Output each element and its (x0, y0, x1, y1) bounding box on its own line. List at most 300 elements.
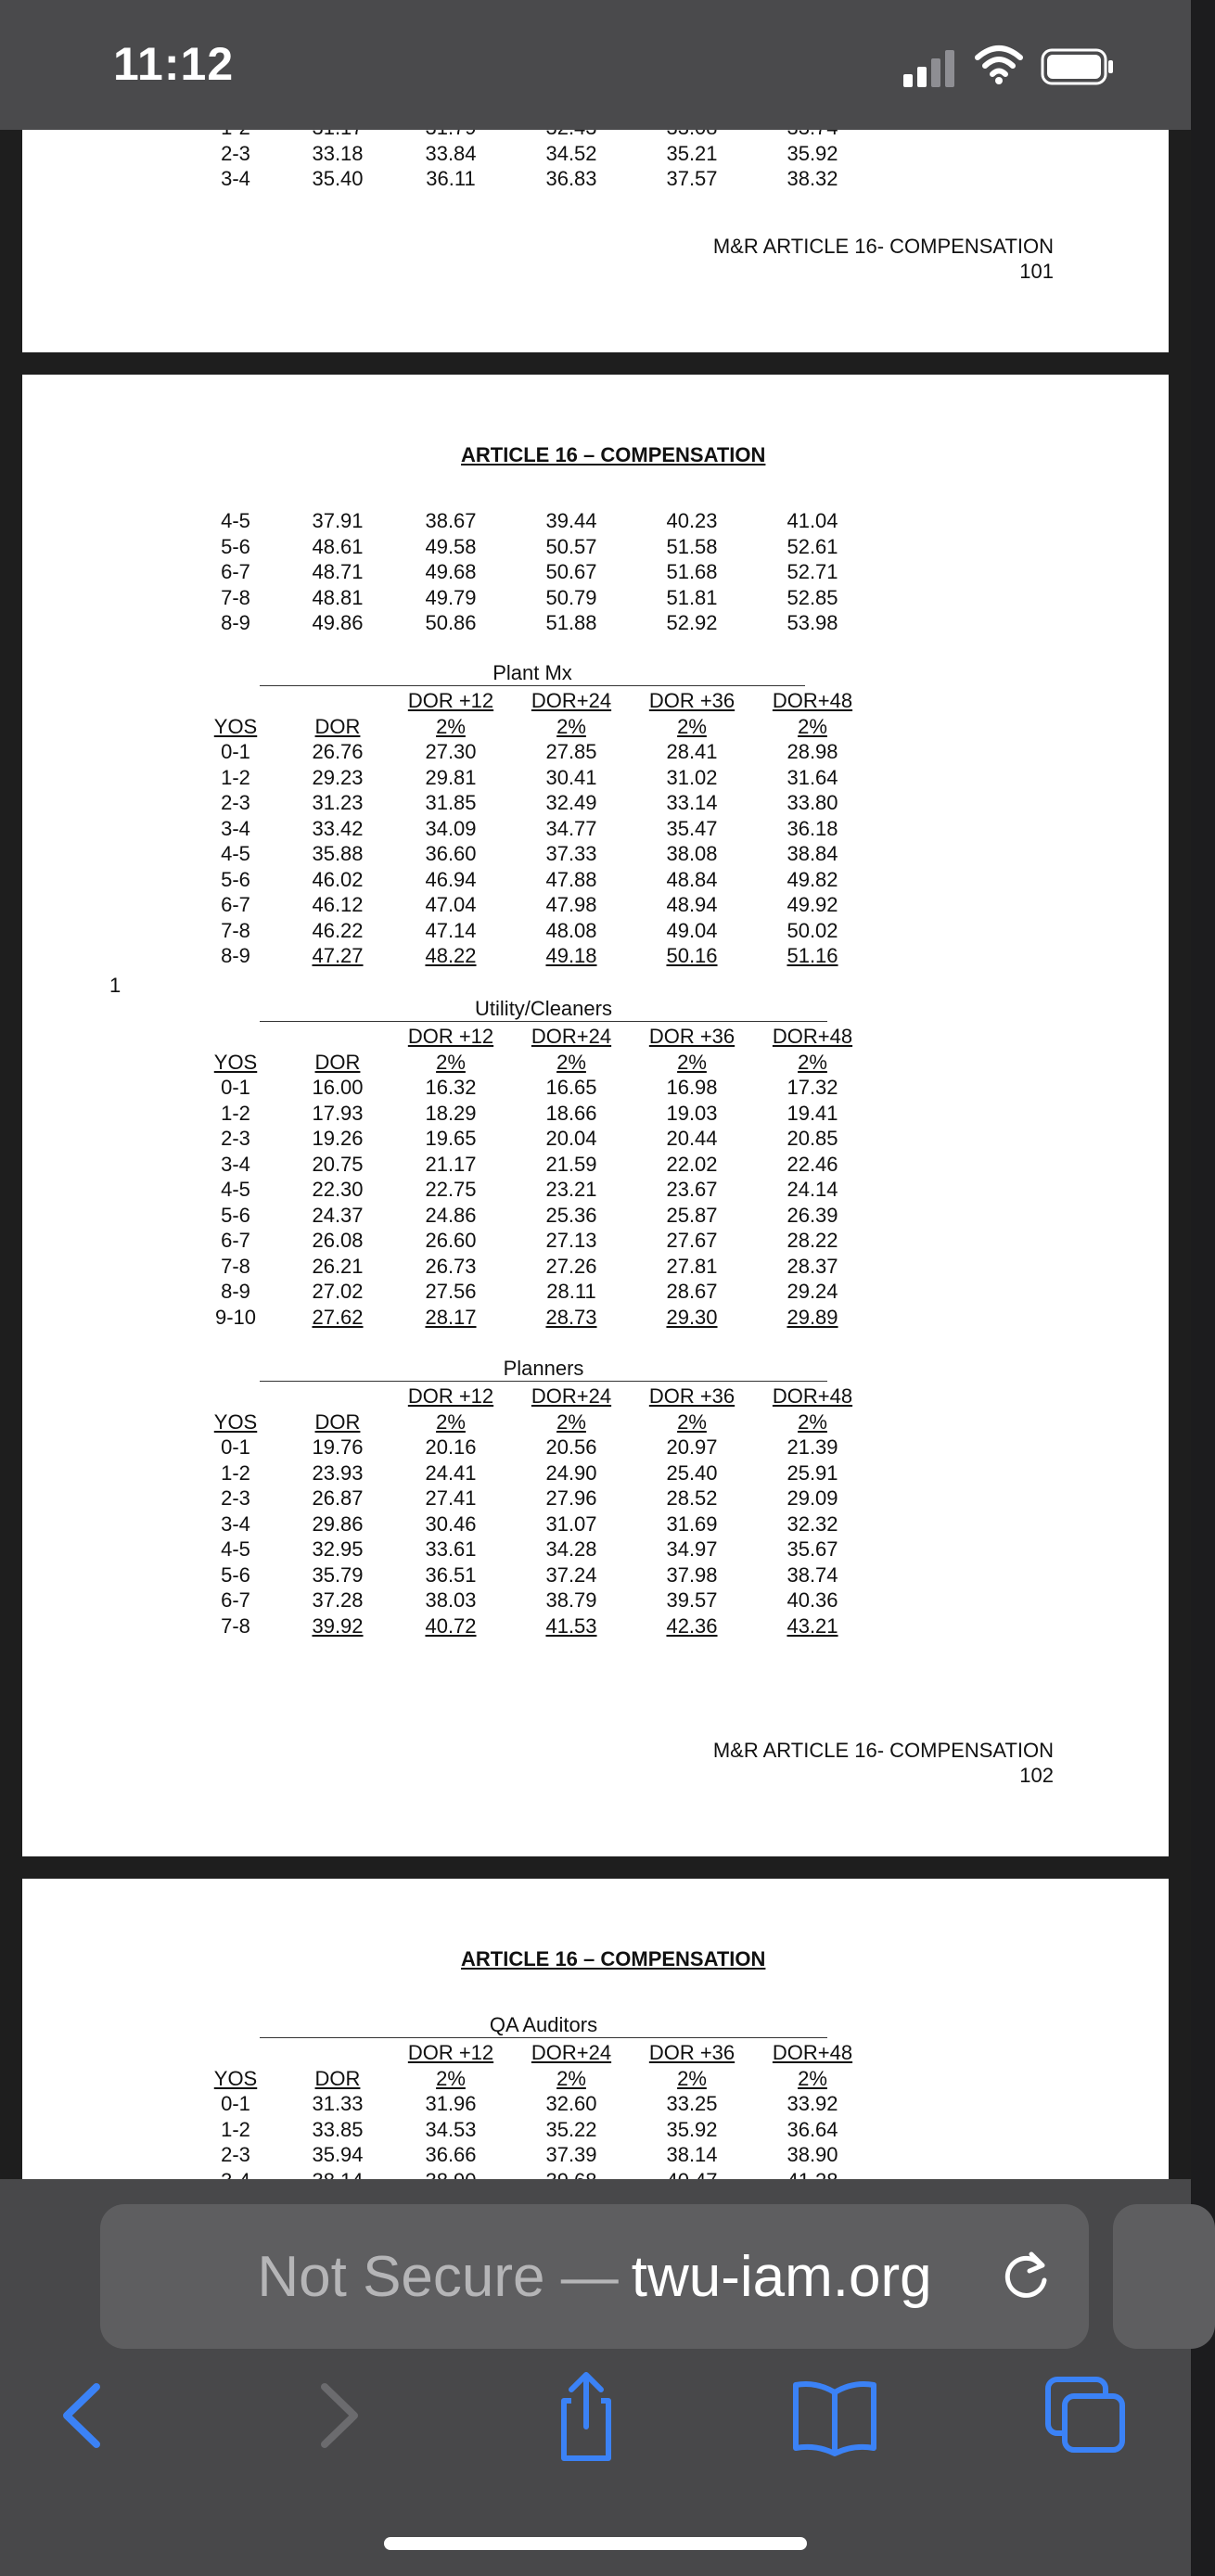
table-header-row (185, 1384, 872, 1409)
rate-cell: 27.02 (312, 1280, 364, 1303)
header-cell: 2% (436, 1050, 466, 1074)
rate-cell: 27.41 (425, 1486, 477, 1510)
rate-cell: 52.92 (666, 611, 718, 634)
rate-cell: 33.14 (666, 791, 718, 814)
rate-cell: 51.88 (545, 611, 597, 634)
header-cell (286, 688, 390, 714)
rate-cell: 35.67 (787, 1537, 838, 1561)
rate-cell: 16.32 (425, 1076, 477, 1099)
rate-cell: 36.18 (787, 816, 838, 840)
table-row (185, 765, 872, 791)
margin-number: 1 (109, 974, 122, 997)
rate-cell: 32.95 (312, 1537, 364, 1561)
rate-cell: 51.16 (787, 944, 838, 967)
rate-cell: 24.14 (787, 1178, 838, 1201)
rate-cell: 49.58 (425, 534, 477, 558)
table-header-row (185, 1409, 872, 1435)
rate-cell: 53.98 (787, 611, 838, 634)
rate-cell: 18.29 (425, 1101, 477, 1125)
rate-cell: 40.23 (666, 509, 718, 532)
rate-cell: 34.09 (425, 816, 477, 840)
table-row (185, 790, 872, 816)
rate-cell: 38.08 (666, 842, 718, 865)
document-page-103 (22, 1879, 1169, 2185)
header-cell: 2% (798, 714, 827, 738)
rate-cell: 49.82 (787, 867, 838, 891)
rate-cell: 33.92 (787, 2092, 838, 2115)
table-header-row (185, 1050, 872, 1076)
table-header-row (185, 2066, 872, 2092)
article-title: ARTICLE 16 – COMPENSATION (461, 443, 766, 466)
table-row (185, 508, 872, 534)
header-cell: 2% (798, 1050, 827, 1074)
table-row (185, 610, 872, 636)
rate-cell: 30.41 (545, 765, 597, 789)
yos-cell: 9-10 (214, 1305, 257, 1329)
forward-icon[interactable] (291, 2374, 384, 2457)
rate-cell: 37.24 (545, 1562, 597, 1587)
rate-cell: 33.84 (425, 141, 477, 165)
rate-cell: 28.41 (666, 740, 718, 763)
header-cell (185, 1384, 286, 1409)
header-cell (286, 2040, 390, 2066)
rate-cell: 23.93 (312, 1460, 364, 1485)
table-row (185, 1101, 872, 1127)
rate-cell: 22.46 (787, 1152, 838, 1176)
rate-cell: 32.49 (545, 791, 597, 814)
rate-cell: 31.07 (545, 1511, 597, 1536)
header-cell: DOR (314, 2066, 361, 2090)
header-cell: 2% (677, 714, 707, 738)
rate-cell: 52.71 (787, 560, 838, 583)
yos-cell: 3-4 (221, 1152, 250, 1176)
yos-cell: 6-7 (221, 560, 250, 583)
table-row (185, 867, 872, 893)
rate-cell: 49.68 (425, 560, 477, 583)
rate-cell: 38.84 (787, 842, 838, 865)
rate-cell: 48.61 (312, 534, 364, 558)
rate-cell: 36.64 (787, 2117, 838, 2141)
rate-cell: 37.28 (312, 1588, 364, 1612)
security-label: Not Secure — (257, 2244, 619, 2309)
header-cell: DOR +36 (648, 689, 735, 712)
yos-cell: 1-2 (221, 2117, 250, 2141)
rate-cell: 51.68 (666, 560, 718, 583)
rate-cell: 32.32 (787, 1511, 838, 1536)
rate-cell: 31.64 (787, 765, 838, 789)
header-cell: DOR+24 (531, 1384, 612, 1408)
rate-cell: 22.02 (666, 1152, 718, 1176)
table-row (185, 2117, 872, 2143)
rate-cell: 47.98 (545, 893, 597, 916)
table-row (185, 1588, 872, 1613)
header-cell (286, 1024, 390, 1050)
rate-cell: 17.93 (312, 1101, 364, 1125)
yos-cell: 5-6 (221, 867, 250, 891)
rate-cell: 19.65 (425, 1127, 477, 1150)
table-row (185, 1152, 872, 1178)
header-cell: DOR +12 (407, 2041, 494, 2064)
rate-cell: 34.97 (666, 1537, 718, 1561)
rate-cell: 27.13 (545, 1229, 597, 1252)
table-title-qa-auditors: QA Auditors (260, 2014, 827, 2038)
header-cell: DOR +36 (648, 2041, 735, 2064)
table-row (185, 1279, 872, 1305)
header-cell: 2% (556, 714, 586, 738)
rate-cell: 49.79 (425, 585, 477, 609)
table-row (185, 534, 872, 560)
rate-cell: 43.21 (787, 1613, 838, 1638)
rate-cell: 24.90 (545, 1460, 597, 1485)
yos-cell: 2-3 (221, 791, 250, 814)
header-cell: DOR+24 (531, 689, 612, 712)
table-row (185, 841, 872, 867)
header-cell: 2% (556, 1409, 586, 1434)
wifi-icon (974, 45, 1024, 85)
yos-cell: 3-4 (221, 816, 250, 840)
rate-cell: 20.44 (666, 1127, 718, 1150)
rate-cell: 34.77 (545, 816, 597, 840)
header-cell: DOR (314, 1409, 361, 1434)
rate-cell: 37.57 (666, 167, 718, 190)
header-cell: 2% (677, 2066, 707, 2090)
rate-cell: 49.86 (312, 611, 364, 634)
address-bar[interactable] (100, 2204, 1089, 2349)
rate-table-qa-auditors (185, 2040, 872, 2193)
rate-cell: 52.85 (787, 585, 838, 609)
rate-cell: 28.73 (545, 1305, 597, 1329)
yos-cell: 8-9 (221, 611, 250, 634)
rate-cell: 29.09 (787, 1486, 838, 1510)
header-cell: DOR +12 (407, 689, 494, 712)
header-cell: DOR+24 (531, 2041, 612, 2064)
table-row (185, 1435, 872, 1460)
home-indicator (384, 2537, 807, 2550)
header-cell (185, 688, 286, 714)
table-row (185, 141, 872, 167)
yos-cell: 4-5 (221, 1537, 250, 1561)
rate-cell: 31.85 (425, 791, 477, 814)
rate-cell: 27.30 (425, 740, 477, 763)
rate-cell: 46.12 (312, 893, 364, 916)
rate-cell: 37.33 (545, 842, 597, 865)
rate-cell: 27.62 (312, 1305, 364, 1329)
rate-cell: 28.22 (787, 1229, 838, 1252)
rate-cell: 33.25 (666, 2092, 718, 2115)
yos-cell: 2-3 (221, 141, 250, 165)
rate-cell: 33.80 (787, 791, 838, 814)
rate-cell: 28.11 (546, 1280, 596, 1303)
header-cell: 2% (798, 1409, 827, 1434)
footer-page-number: 101 (1019, 260, 1054, 283)
header-cell (185, 1024, 286, 1050)
rate-cell: 36.60 (425, 842, 477, 865)
rate-cell: 29.30 (666, 1305, 718, 1329)
rate-cell: 36.11 (426, 167, 476, 190)
rate-cell: 47.14 (425, 918, 477, 942)
yos-cell: 2-3 (221, 2143, 250, 2166)
table-row (185, 1511, 872, 1537)
header-cell: DOR+48 (772, 689, 853, 712)
rate-cell: 34.53 (425, 2117, 477, 2141)
rate-cell: 51.81 (666, 585, 718, 609)
rate-cell: 42.36 (666, 1613, 718, 1638)
header-cell: 2% (556, 1050, 586, 1074)
rate-cell: 38.74 (787, 1562, 838, 1587)
page-footer (713, 234, 1054, 284)
header-cell (286, 1384, 390, 1409)
header-cell: 2% (556, 2066, 586, 2090)
next-tab-preview[interactable] (1113, 2204, 1215, 2349)
rate-cell: 32.60 (545, 2092, 597, 2115)
table-row (185, 1537, 872, 1562)
rate-table-continued (185, 508, 872, 636)
rate-cell: 28.67 (666, 1280, 718, 1303)
document-page-102 (22, 375, 1169, 1856)
rate-cell: 20.97 (666, 1435, 718, 1459)
rate-cell: 27.96 (545, 1486, 597, 1510)
rate-cell: 38.90 (787, 2143, 838, 2166)
rate-cell: 20.75 (312, 1152, 364, 1176)
rate-cell: 50.02 (787, 918, 838, 942)
rate-cell: 47.88 (545, 867, 597, 891)
header-cell: YOS (213, 1409, 258, 1434)
rate-cell: 31.69 (666, 1511, 718, 1536)
rate-cell: 27.26 (545, 1254, 597, 1278)
rate-cell: 26.08 (312, 1229, 364, 1252)
rate-cell: 50.79 (545, 585, 597, 609)
rate-cell: 47.04 (425, 893, 477, 916)
rate-cell: 31.23 (312, 791, 364, 814)
rate-cell: 50.67 (545, 560, 597, 583)
battery-icon (1041, 48, 1115, 85)
table-title-planners: Planners (260, 1358, 827, 1382)
header-cell: YOS (213, 1050, 258, 1074)
rate-cell: 27.85 (545, 740, 597, 763)
header-cell: 2% (677, 1409, 707, 1434)
table-header-row (185, 714, 872, 740)
rate-cell: 48.84 (666, 867, 718, 891)
rate-table-plant-mx (185, 688, 872, 969)
rate-cell: 48.08 (545, 918, 597, 942)
table-row (185, 892, 872, 918)
rate-cell: 33.42 (312, 816, 364, 840)
article-title: ARTICLE 16 – COMPENSATION (461, 1947, 766, 1970)
yos-cell: 7-8 (221, 918, 250, 942)
rate-cell: 37.98 (666, 1562, 718, 1587)
table-row (185, 1486, 872, 1511)
table-row (185, 1203, 872, 1229)
rate-cell: 21.59 (545, 1152, 597, 1176)
page-footer (713, 1738, 1054, 1788)
rate-cell: 34.52 (545, 141, 597, 165)
rate-cell: 19.76 (312, 1435, 364, 1459)
yos-cell: 3-4 (221, 167, 250, 190)
back-icon[interactable] (37, 2374, 130, 2457)
header-cell: DOR+48 (772, 1025, 853, 1048)
rate-table-planners (185, 1384, 872, 1639)
rate-cell: 29.89 (787, 1305, 838, 1329)
rate-cell: 31.96 (425, 2092, 477, 2115)
rate-cell: 46.02 (312, 867, 364, 891)
rate-cell: 33.61 (425, 1537, 477, 1561)
rate-cell: 48.94 (666, 893, 718, 916)
table-row (185, 918, 872, 944)
rate-cell: 39.57 (666, 1588, 718, 1612)
rate-cell: 20.04 (545, 1127, 597, 1150)
rate-cell: 21.17 (425, 1152, 477, 1176)
header-cell: DOR+24 (531, 1025, 612, 1048)
yos-cell: 2-3 (221, 1486, 250, 1510)
header-cell: 2% (436, 714, 466, 738)
rate-cell: 35.94 (312, 2143, 364, 2166)
rate-cell: 26.60 (425, 1229, 477, 1252)
table-row (185, 1613, 872, 1639)
rate-cell: 48.71 (312, 560, 364, 583)
rate-cell: 18.66 (545, 1101, 597, 1125)
rate-cell: 35.92 (787, 141, 838, 165)
rate-cell: 40.36 (787, 1588, 838, 1612)
rate-cell: 30.46 (425, 1511, 477, 1536)
rate-cell: 38.79 (545, 1588, 597, 1612)
footer-page-number: 102 (1019, 1764, 1054, 1787)
rate-cell: 33.18 (312, 141, 364, 165)
yos-cell: 1-2 (221, 765, 250, 789)
rate-cell: 24.86 (425, 1203, 477, 1227)
yos-cell: 6-7 (221, 1229, 250, 1252)
rate-cell: 23.67 (666, 1178, 718, 1201)
yos-cell: 7-8 (221, 585, 250, 609)
rate-cell: 37.39 (545, 2143, 597, 2166)
rate-cell: 40.72 (425, 1613, 477, 1638)
rate-cell: 23.21 (545, 1178, 597, 1201)
rate-cell: 16.65 (545, 1076, 597, 1099)
signal-icon (902, 48, 957, 87)
rate-cell: 27.67 (666, 1229, 718, 1252)
rate-cell: 29.81 (425, 765, 477, 789)
rate-cell: 35.79 (312, 1562, 364, 1587)
yos-cell: 0-1 (221, 1435, 250, 1459)
clock: 11:12 (113, 38, 235, 90)
rate-cell: 29.23 (312, 765, 364, 789)
table-row (185, 943, 872, 969)
table-row (185, 1305, 872, 1331)
yos-cell: 4-5 (221, 1178, 250, 1201)
yos-cell: 6-7 (221, 1588, 250, 1612)
header-cell: 2% (436, 1409, 466, 1434)
tabs-icon[interactable] (1039, 2374, 1132, 2457)
rate-cell: 19.03 (666, 1101, 718, 1125)
rate-cell: 47.27 (312, 944, 364, 967)
yos-cell: 2-3 (221, 1127, 250, 1150)
yos-cell: 5-6 (221, 1203, 250, 1227)
rate-cell: 31.02 (666, 765, 718, 789)
table-header-row (185, 688, 872, 714)
bookmarks-icon[interactable] (788, 2374, 881, 2457)
share-icon[interactable] (540, 2363, 633, 2459)
header-cell: 2% (677, 1050, 707, 1074)
table-title-plant-mx: Plant Mx (260, 662, 805, 686)
yos-cell: 0-1 (221, 1076, 250, 1099)
header-cell: YOS (213, 2066, 258, 2090)
header-cell (185, 2040, 286, 2066)
yos-cell: 4-5 (221, 842, 250, 865)
header-cell: 2% (436, 2066, 466, 2090)
rate-cell: 38.14 (666, 2143, 718, 2166)
rate-cell: 52.61 (787, 534, 838, 558)
table-row (185, 2091, 872, 2117)
rate-cell: 35.21 (666, 141, 718, 165)
table-row (185, 1562, 872, 1588)
header-cell: DOR +12 (407, 1384, 494, 1408)
rate-cell: 28.98 (787, 740, 838, 763)
reload-icon[interactable] (998, 2249, 1054, 2304)
yos-cell: 5-6 (221, 1562, 250, 1587)
table-row (185, 559, 872, 585)
table-row (185, 1460, 872, 1486)
rate-cell: 39.92 (312, 1613, 364, 1638)
rate-cell: 16.00 (312, 1076, 364, 1099)
rate-cell: 25.36 (545, 1203, 597, 1227)
table-row (185, 1126, 872, 1152)
yos-cell: 0-1 (221, 2092, 250, 2115)
table-row (185, 1075, 872, 1101)
yos-cell: 0-1 (221, 740, 250, 763)
rate-cell: 36.51 (425, 1562, 477, 1587)
rate-cell: 26.76 (312, 740, 364, 763)
rate-cell: 24.37 (312, 1203, 364, 1227)
rate-cell: 48.81 (312, 585, 364, 609)
table-row (185, 1254, 872, 1280)
table-row (185, 816, 872, 842)
rate-cell: 19.26 (312, 1127, 364, 1150)
rate-cell: 26.87 (312, 1486, 364, 1510)
rate-cell: 27.56 (425, 1280, 477, 1303)
table-header-row (185, 1024, 872, 1050)
rate-cell: 37.91 (312, 509, 364, 532)
rate-cell: 46.22 (312, 918, 364, 942)
table-row (185, 1177, 872, 1203)
footer-title: M&R ARTICLE 16- COMPENSATION (712, 1739, 1054, 1762)
table-title-utility-cleaners: Utility/Cleaners (260, 998, 827, 1022)
rate-cell: 22.30 (312, 1178, 364, 1201)
header-cell: DOR (314, 714, 361, 738)
yos-cell: 3-4 (221, 1511, 250, 1536)
header-cell: DOR (314, 1050, 361, 1074)
rate-cell: 24.41 (425, 1460, 477, 1485)
rate-cell: 35.92 (666, 2117, 718, 2141)
rate-cell: 26.39 (787, 1203, 838, 1227)
rate-cell: 33.85 (312, 2117, 364, 2141)
header-cell: DOR+48 (772, 1384, 853, 1408)
rate-cell: 25.40 (666, 1460, 718, 1485)
yos-cell: 7-8 (221, 1254, 250, 1278)
rate-cell: 26.21 (312, 1254, 364, 1278)
rate-cell: 38.32 (787, 167, 838, 190)
footer-title: M&R ARTICLE 16- COMPENSATION (712, 235, 1054, 258)
header-cell: DOR +36 (648, 1384, 735, 1408)
rate-cell: 49.04 (666, 918, 718, 942)
rate-cell: 29.86 (312, 1511, 364, 1536)
rate-cell: 39.44 (545, 509, 597, 532)
status-bar (0, 0, 1191, 130)
rate-cell: 38.67 (425, 509, 477, 532)
rate-cell: 36.83 (545, 167, 597, 190)
rate-cell: 35.88 (312, 842, 364, 865)
rate-cell: 27.81 (666, 1254, 718, 1278)
rate-cell: 28.37 (787, 1254, 838, 1278)
rate-cell: 16.98 (666, 1076, 718, 1099)
